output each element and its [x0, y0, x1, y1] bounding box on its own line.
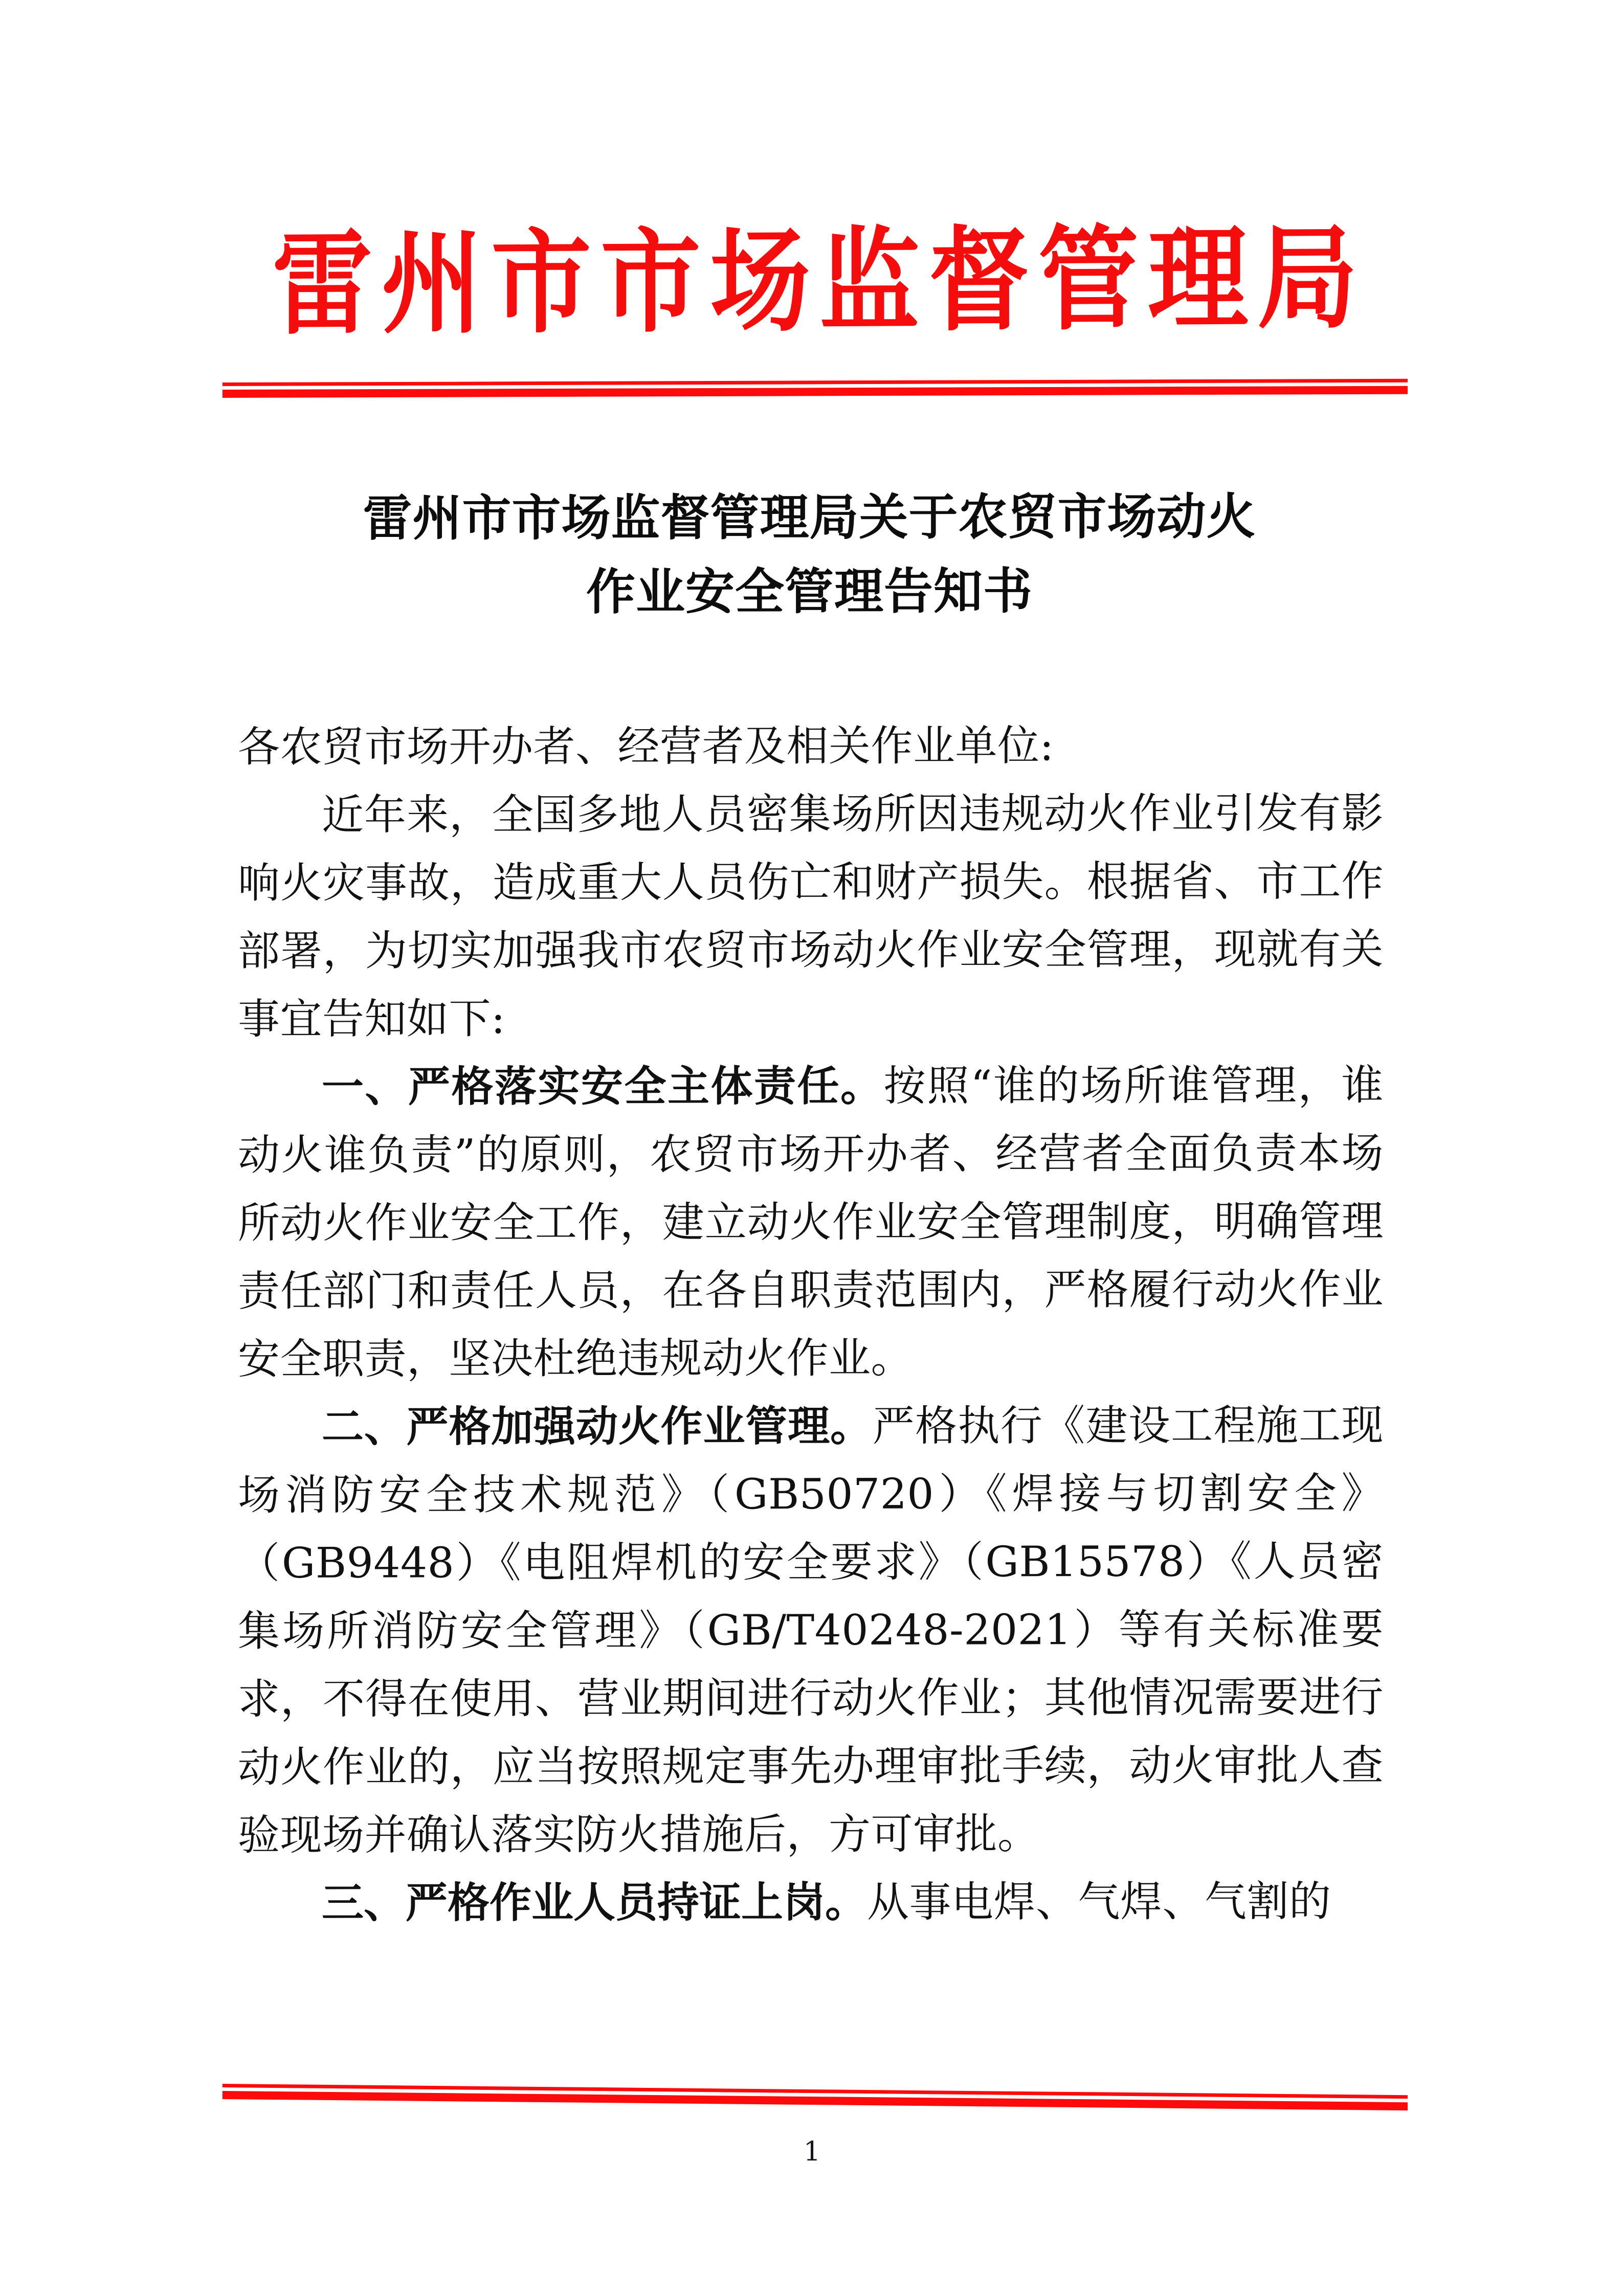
section-heading-3: 三、严格作业人员持证上岗。 — [322, 1878, 867, 1928]
header-red-rule — [223, 379, 1408, 398]
document-title-line-1: 雷州市市场监督管理局关于农贸市场动火 — [363, 488, 1256, 547]
letterhead — [223, 205, 1408, 358]
intro-paragraph: 近年来，全国多地人员密集场所因违规动火作业引发有影响火灾事故，造成重大人员伤亡和财产损失。根据省、市工作部署，为切实加强我市农贸市场动火作业安全管理，现就有关事宜告知如下: — [238, 789, 1384, 1044]
section-text-2: 严格执行《建设工程施工现场消防安全技术规范》（GB50720）《焊接与切割安全》（GB9448）《电阻焊机的安全要求》（GB15578）《人员密集场所消防安全管理》（GB/T40248-2021）等有关标准要求，不得在使用、营业期间进行动火作业；其他情况需要进行动火作业的，应当按照规定事先办理审批手续，动火审批人查验现场并确认落实防火措施后，方可审批。 — [238, 1401, 1384, 1860]
section-heading-1: 一、严格落实安全主体责任。 — [322, 1062, 884, 1112]
section-text-3: 从事电焊、气焊、气割的 — [867, 1877, 1331, 1927]
header-rule-thin-line — [223, 379, 1408, 386]
section-paragraph-3 — [238, 1867, 1384, 1938]
document-title-line-2: 作业安全管理告知书 — [586, 562, 1033, 621]
issuing-organization: 雷州市市场监督管理局 — [272, 212, 1367, 351]
page-number: 1 — [803, 2136, 821, 2167]
footer-red-rule — [223, 2084, 1408, 2110]
section-heading-2: 二、严格加强动火作业管理。 — [322, 1402, 873, 1452]
document-title — [238, 480, 1381, 631]
section-paragraph-1 — [238, 1051, 1384, 1393]
section-paragraph-2 — [238, 1391, 1384, 1870]
section-text-1: 按照“谁的场所谁管理，谁动火谁负责”的原则，农贸市场开办者、经营者全面负责本场所动火作业安全工作，建立动火作业安全管理制度，明确管理责任部门和责任人员，在各自职责范围内，严格履行动火作业安全职责，坚决杜绝违规动火作业。 — [238, 1061, 1384, 1384]
document-body — [238, 711, 1384, 1938]
header-rule-thick-line — [223, 386, 1408, 398]
salutation: 各农贸市场开办者、经营者及相关作业单位: — [238, 722, 1054, 772]
